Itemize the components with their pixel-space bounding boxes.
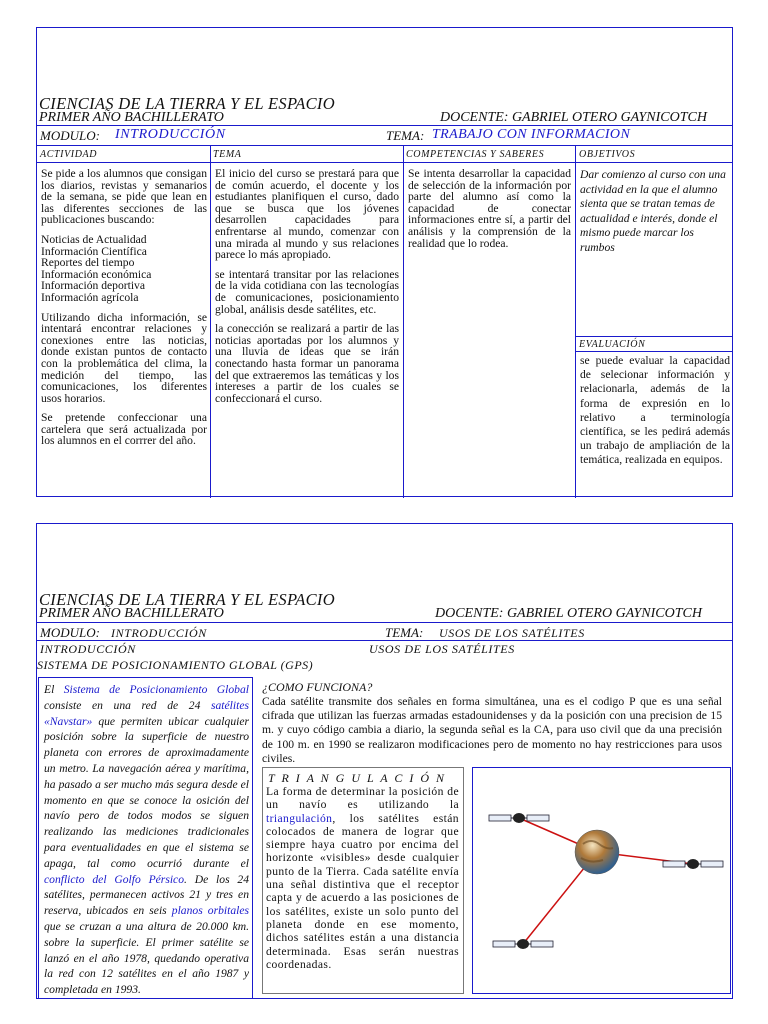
triangulacion-heading: T R I A N G U L A C I Ó N (268, 771, 447, 785)
gps-text-part: consiste en una red de 24 (44, 698, 211, 712)
link-gps[interactable]: Sistema de Posicionamiento Global (63, 683, 250, 696)
tema-p1: El inicio del curso se prestará para que de común acuerdo, el docente y los estudiantes planifiquen el curso, dado que se busca que los jóvenes desarrollen capacidades para enfrentarse al mundo, comenzar con una mirada al mundo y sus relaciones parece lo más apropiado. (215, 168, 399, 262)
tema-p3: la conección se realizará a partir de las noticias aportadas por los alumnos y una lluvia de ideas que se irán conectando hasta formar un panorama del que extraeremos las temáticas y los intereses a partir de los cuales se confeccionará el curso. (215, 322, 399, 405)
tema-value: TRABAJO CON INFORMACION (432, 127, 631, 142)
link-golfo-persico[interactable]: conflicto del Golfo Pérsico (44, 872, 184, 886)
earth-globe-icon (575, 830, 619, 874)
gps-text (44, 682, 249, 998)
link-satelites[interactable]: satélites (211, 698, 249, 712)
tema-cell (215, 168, 399, 494)
gps-text-part: . De los 24 satélites, permanecen activos 21 y tres en reserva, ubicados en seis (44, 872, 249, 918)
satellite-illustration (473, 768, 729, 992)
teacher-name: DOCENTE: GABRIEL OTERO GAYNICOTCH (435, 606, 702, 621)
usos-label: USOS DE LOS SATÉLITES (369, 642, 515, 656)
gps-text-part: que se cruzan a una altura de 20.000 km. sobre la superficie. El primer satélite se lanzó en el año 1978, quedando operativa la red con 12 satélites en el año 1987 y completada en 1993. (44, 919, 249, 997)
col-actividad-header: ACTIVIDAD (40, 149, 98, 160)
list-item: Información Científica (41, 244, 147, 258)
list-item: Reportes del tiempo (41, 256, 135, 270)
triangulation-diagram (472, 767, 731, 994)
objetivos-text: Dar comienzo al curso con una actividad en la que el alumno sienta que se tratan temas de actualidad e interés, donde el mismo puede marcar los rumbos (580, 168, 726, 254)
tri-text-part: La forma de determinar la posición de un navío es utilizando la (266, 785, 459, 812)
col-tema-header: TEMA (213, 149, 242, 160)
competencias-cell (408, 168, 571, 328)
modulo-value: INTRODUCCIÓN (111, 626, 207, 640)
actividad-cartelera: Se pretende confeccionar una cartelera que será actualizada por los alumnos en el corrrer del año. (41, 411, 207, 448)
modulo-value: INTRODUCCIÓN (115, 127, 226, 142)
modulo-label: MODULO: (40, 128, 100, 143)
como-funciona-heading: ¿COMO FUNCIONA? (262, 680, 373, 694)
tema-label: TEMA: (386, 128, 425, 143)
col-competencias-header: COMPETENCIAS Y SABERES (406, 149, 545, 160)
tri-text-part: , los satélites están colocados de manera de lograr que siempre haya cuatro por encima del horizonte «visibles» desde cualquier punto de la Tierra. Cada satélite envía una señal distintiva que el receptor capta y de acuerdo a las posiciones de los satélites, existe un solo punto del planeta donde en ese momento, dichos satélites están a una distancia determinada. Esas serán nuestras coordenadas. (266, 811, 459, 971)
actividad-cell (41, 168, 207, 494)
como-funciona-text: Cada satélite transmite dos señales en forma simultánea, una es el codigo P que es una señal cifrada que utilizan las fuerzas armadas estadounidenses y da la posición con una precision de 15 m. y cuyo código cambia a diario, la segunda señal es la CA, para uso civil que da una precisión de 100 m. en 1990 se realizaron modificaciones pero de momento no hay restricciones para usos civiles. (262, 695, 722, 765)
course-level: PRIMER AÑO BACHILLERATO (39, 110, 224, 125)
intro-label: INTRODUCCIÓN (40, 642, 136, 656)
news-sections-list (41, 234, 207, 304)
gps-heading: SISTEMA DE POSICIONAMIENTO GLOBAL (GPS) (37, 658, 314, 672)
course-level: PRIMER AÑO BACHILLERATO (39, 606, 224, 621)
triangulacion-box (262, 767, 464, 994)
satellite-icon (663, 859, 723, 869)
list-item: Información deportiva (41, 279, 145, 293)
objetivos-cell (580, 168, 730, 328)
tema-label: TEMA: (385, 625, 424, 640)
satellite-icon (493, 939, 553, 949)
lesson-sheet-1 (36, 27, 733, 497)
gps-description-box (38, 677, 253, 999)
competencias-text: Se intenta desarrollar la capacidad de selección de la información por parte del alumno así como la capacidad de conectar informaciones entre sí, a partir del análisis y la comprensión de la realidad que lo rodea. (408, 168, 571, 250)
gps-text-part: El (44, 683, 64, 696)
list-item: Información agrícola (41, 290, 139, 304)
link-triangulacion[interactable]: triangulación (266, 811, 333, 825)
tema-value: USOS DE LOS SATÉLITES (439, 626, 585, 640)
satellite-icon (489, 813, 549, 823)
course-title: CIENCIAS DE LA TIERRA Y EL ESPACIO (39, 94, 335, 113)
evaluacion-header: EVALUACIÓN (579, 339, 646, 350)
tema-p2: se intentará transitar por las relaciones de la vida cotidiana con las tecnologías de comunicaciones, posicionamiento global, análisis desde satélites, etc. (215, 267, 399, 316)
actividad-relations: Utilizando dicha información, se intentará encontrar relaciones y conexiones entre las noticias, donde existan puntos de contacto con la problemática del clima, la medición del tiempo, las comunicaciones, los diferentes usos horarios. (41, 310, 207, 405)
course-title: CIENCIAS DE LA TIERRA Y EL ESPACIO (39, 590, 335, 609)
teacher-name: DOCENTE: GABRIEL OTERO GAYNICOTCH (440, 110, 707, 125)
link-navstar[interactable]: «Navstar» (44, 714, 93, 728)
modulo-label: MODULO: (40, 625, 100, 640)
evaluacion-text: se puede evaluar la capacidad de selecionar información y relacionarla, además de la forma de expresión en lo relativo a terminología científica, se les pedirá además un trabajo de ampliación de la temática, realizada en equipos. (580, 354, 730, 467)
gps-text-part: que permiten ubicar cualquier posición sobre la superficie de nuestro planeta con errores de aproximadamente un metro. La navegación aérea y marítima, ha pasado a ser mucho más segura desde el momento en que se conoce la osición del navío pero de todos modos se siguen realizando las mediciones tradicionales para eventualidades en que el sistema se apaga, tal como ocurrió durante el (44, 714, 249, 870)
link-planos-orbitales[interactable]: planos orbitales (171, 904, 250, 918)
evaluacion-cell (580, 354, 730, 494)
list-item: Información económica (41, 267, 152, 281)
triangulacion-text (266, 785, 459, 971)
actividad-intro: Se pide a los alumnos que consigan los diarios, revistas y semanarios de la semana, se pide que lean en las diferentes secciones de las publicaciones buscando: (41, 168, 207, 227)
list-item: Noticias de Actualidad (41, 232, 147, 246)
col-objetivos-header: OBJETIVOS (579, 149, 636, 160)
